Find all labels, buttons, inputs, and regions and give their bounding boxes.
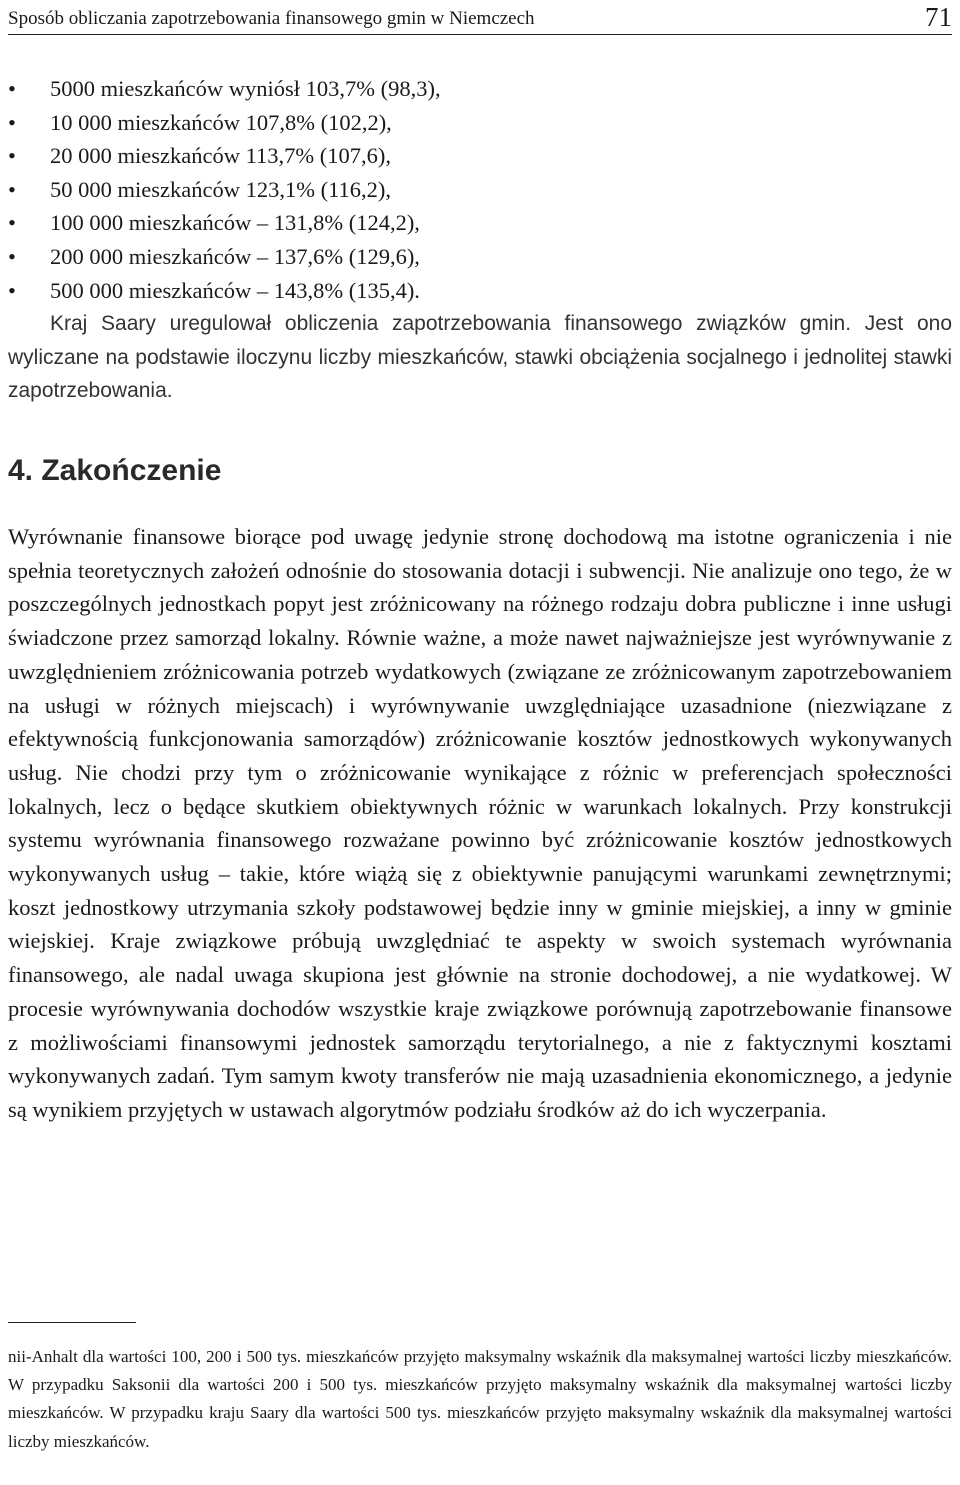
list-item [8, 72, 952, 106]
running-header [8, 2, 952, 35]
list-item-text: 10 000 mieszkańców 107,8% (102,2), [50, 109, 392, 135]
list-item-text: 5000 mieszkańców wyniósł 103,7% (98,3), [50, 76, 441, 101]
section-body-paragraph: Wyrównanie finansowe biorące pod uwagę jedynie stronę dochodową ma istotne ograniczenia i nie spełnia teoretycznych założeń odnośnie do stosowania dotacji i subwencji. Nie analizuje ono tego, że w poszczególnych jednostkach popyt jest zróżnicowany na różnego rodzaju dobra publiczne i inne usługi świadczone przez samorząd lokalny. Równie ważne, a może nawet najważniejsze jest wyrównywanie z uwzględnieniem zróżnicowania potrzeb wydatkowych (związane ze zróżnicowanym zapotrzebowaniem na usługi w różnych miejscach) i wyrównywanie uwzględniające uzasadnione (niezwiązane z efektywnością funkcjonowania samorządów) zróżnicowanie kosztów jednostkowych wykonywanych usług. Nie chodzi przy tym o zróżnicowanie wynikające z różnic w preferencjach społeczności lokalnych, lecz o będące skutkiem obiektywnych różnic w warunkach lokalnych. Przy konstrukcji systemu wyrównania finansowego rozważane powinno być zróżnicowanie kosztów jednostkowych wykonywanych usług – takie, które wiążą się z obiektywnie panującymi warunkami zewnętrznymi; koszt jednostkowy utrzymania szkoły podstawowej będzie inny w gminie miejskiej, a inny w gminie wiejskiej. Kraje związkowe próbują uwzględniać te aspekty w swoich systemach wyrównania finansowego, ale nadal uwaga skupiona jest głównie na stronie dochodowej, a nie wydatkowej. W procesie wyrównywania dochodów wszystkie kraje związkowe porównują zapotrzebowanie finansowe z możliwościami finansowymi jednostek samorządu terytorialnego, a nie z faktycznymi kosztami wykonywanych zadań. Tym samym kwoty transferów nie mają uzasadnienia ekonomicznego, a jedynie są wynikiem przyjętych w ustawach algorytmów podziału środków aż do ich wyczerpania. [8, 524, 952, 1122]
running-title: Sposób obliczania zapotrzebowania finansowego gmin w Niemczech [8, 8, 535, 29]
bullet-marker: • [8, 76, 16, 101]
body-paragraph: Kraj Saary uregulował obliczenia zapotrzebowania finansowego związków gmin. Jest ono wyliczane na podstawie iloczynu liczby mieszkańców, stawki obciążenia socjalnego i jednolitej stawki zapotrzebowania. [8, 312, 952, 403]
footnote-divider [8, 1322, 136, 1323]
bullet-marker: • [8, 143, 16, 169]
bullet-marker: • [8, 109, 16, 135]
list-item [8, 274, 952, 308]
list-item [8, 240, 952, 274]
list-item [8, 139, 952, 173]
list-item [8, 173, 952, 207]
list-item-text: 500 000 mieszkańców – 143,8% (135,4). [50, 277, 420, 303]
footnote-text: nii-Anhalt dla wartości 100, 200 i 500 tys. mieszkańców przyjęto maksymalny wskaźnik dla maksymalnej wartości liczby mieszkańców. W przypadku Saksonii dla wartości 200 i 500 tys. mieszkańców przyjęto maksymalny wskaźnik dla maksymalnej wartości liczby mieszkańców. W przypadku kraju Saary dla wartości 500 tys. mieszkańców przyjęto maksymalny wskaźnik dla maksymalnej wartości liczby mieszkańców. [8, 1347, 952, 1451]
list-item-text: 200 000 mieszkańców – 137,6% (129,6), [50, 243, 420, 269]
list-item-text: 50 000 mieszkańców 123,1% (116,2), [50, 176, 391, 202]
list-item-text: 20 000 mieszkańców 113,7% (107,6), [50, 143, 391, 169]
page-number: 71 [925, 2, 952, 32]
bullet-marker: • [8, 176, 16, 202]
list-item [8, 206, 952, 240]
bullet-marker: • [8, 210, 16, 236]
list-item [8, 106, 952, 140]
section-heading: 4. Zakończenie [8, 454, 222, 487]
bullet-marker: • [8, 277, 16, 303]
bullet-marker: • [8, 243, 16, 269]
bullet-list [8, 72, 952, 307]
list-item-text: 100 000 mieszkańców – 131,8% (124,2), [50, 210, 420, 236]
